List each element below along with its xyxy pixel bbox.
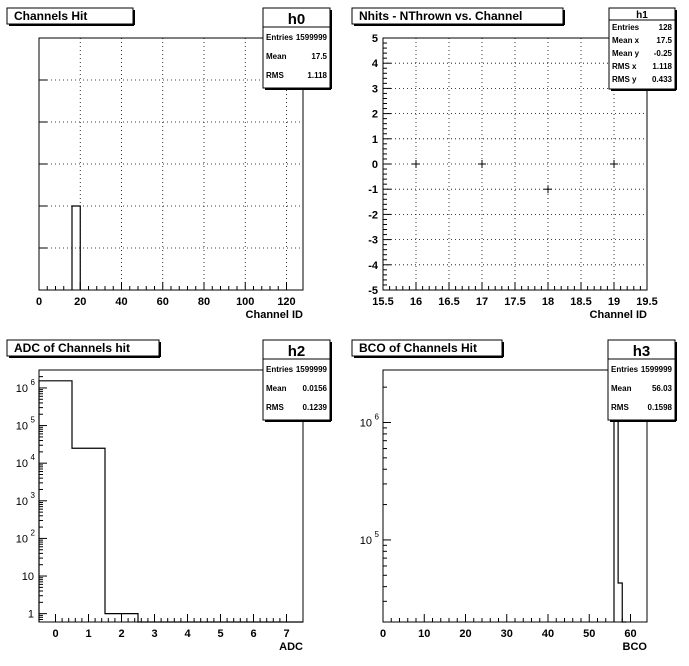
chart-title: BCO of Channels Hit (359, 341, 478, 355)
stats-label: RMS y (612, 75, 637, 84)
stats-value: 1.118 (307, 71, 327, 80)
stats-value: 17.5 (311, 52, 327, 61)
y-tick-label: 10 (15, 495, 28, 508)
stats-label: Entries (266, 33, 294, 42)
x-tick-label: 0 (379, 628, 387, 640)
stats-value: 17.5 (656, 36, 672, 45)
x-tick-label: 20 (459, 628, 472, 640)
y-tick-label: -5 (368, 285, 378, 297)
stats-value: 0.0156 (302, 384, 327, 393)
x-tick-label: 19.5 (636, 296, 658, 308)
x-tick-label: 4 (184, 628, 191, 640)
stats-label: RMS (266, 403, 284, 412)
stats-value: 128 (658, 23, 672, 32)
stats-box (609, 8, 676, 90)
x-tick-label: 50 (583, 628, 596, 640)
x-tick-label: 1 (85, 628, 92, 640)
y-tick-label: 1 (371, 133, 378, 146)
stats-label: Entries (266, 365, 294, 374)
y-tick-exponent: 5 (30, 415, 35, 425)
x-tick-label: 18.5 (570, 296, 592, 308)
y-tick-label: -2 (368, 209, 378, 222)
y-tick-label: 4 (371, 58, 378, 71)
y-tick-label: 0 (371, 159, 378, 171)
title-box (7, 340, 160, 357)
x-tick-label: 60 (624, 628, 637, 640)
y-tick-exponent: 6 (30, 377, 35, 387)
x-axis-title: ADC (279, 641, 303, 653)
x-tick-label: 17 (475, 296, 489, 308)
stats-label: Mean x (612, 36, 640, 45)
y-tick-label: 10 (15, 382, 28, 395)
y-tick-exponent: 2 (30, 528, 35, 538)
x-tick-label: 3 (151, 628, 158, 640)
x-tick-label: 0 (35, 296, 43, 308)
y-tick-exponent: 6 (374, 412, 379, 422)
x-axis-title: Channel ID (245, 309, 303, 321)
stats-label: Mean (611, 384, 632, 393)
x-tick-label: 20 (74, 296, 87, 308)
chart-title: Nhits - NThrown vs. Channel (359, 9, 523, 23)
title-box (352, 340, 503, 357)
y-tick-label: 10 (15, 533, 28, 546)
x-tick-label: 60 (156, 296, 169, 308)
stats-value: 1599999 (640, 365, 672, 374)
stats-value: 1599999 (295, 365, 327, 374)
y-tick-label: -1 (368, 184, 378, 197)
y-tick-label: 10 (15, 458, 28, 471)
x-tick-label: 40 (115, 296, 128, 308)
stats-label: RMS (266, 71, 284, 80)
stats-name: h3 (632, 343, 651, 360)
y-tick-exponent: 3 (30, 490, 35, 500)
x-tick-label: 100 (236, 296, 255, 308)
x-tick-label: 10 (418, 628, 431, 640)
x-tick-label: 19 (607, 296, 621, 308)
title-box (352, 8, 564, 25)
x-tick-label: 0 (52, 628, 59, 640)
y-tick-label: 5 (371, 33, 378, 45)
stats-name: h0 (287, 11, 306, 28)
y-tick-label: -4 (368, 259, 378, 272)
stats-label: Entries (611, 365, 639, 374)
panel-h2 (7, 340, 331, 653)
panel-h1 (352, 8, 676, 321)
chart-title: Channels Hit (14, 9, 88, 23)
y-tick-exponent: 4 (30, 453, 35, 463)
panel-h3 (352, 340, 676, 653)
stats-box (608, 340, 676, 421)
y-tick-exponent: 5 (374, 529, 379, 539)
y-tick-label: 10 (359, 534, 372, 547)
stats-label: RMS (611, 403, 629, 412)
y-tick-label: 10 (21, 571, 34, 584)
stats-value: 1599999 (295, 33, 327, 42)
stats-label: Mean (266, 384, 287, 393)
stats-name: h2 (287, 343, 306, 360)
x-tick-label: 80 (197, 296, 211, 308)
stats-value: -0.25 (653, 49, 672, 58)
x-tick-label: 15.5 (372, 296, 394, 308)
y-tick-label: 10 (15, 420, 28, 433)
x-tick-label: 40 (541, 628, 555, 640)
x-axis-title: BCO (622, 641, 647, 653)
stats-label: Mean y (612, 49, 640, 58)
y-tick-label: 3 (371, 83, 378, 96)
title-box (7, 8, 134, 25)
x-tick-label: 2 (118, 628, 125, 640)
x-tick-label: 5 (217, 628, 224, 640)
stats-value: 0.1598 (647, 403, 672, 412)
x-tick-label: 30 (500, 628, 513, 640)
stats-label: Mean (266, 52, 287, 61)
x-tick-label: 7 (283, 628, 290, 640)
stats-name: h1 (636, 10, 648, 21)
y-tick-label: -3 (368, 234, 378, 247)
plot-frame (383, 370, 647, 622)
x-tick-label: 16 (409, 296, 423, 308)
stats-value: 0.433 (651, 75, 672, 84)
stats-label: Entries (612, 23, 640, 32)
x-tick-label: 120 (277, 296, 296, 308)
stats-label: RMS x (612, 62, 637, 71)
y-tick-label: 1 (27, 608, 34, 621)
y-tick-label: 2 (371, 108, 378, 121)
x-tick-label: 16.5 (438, 296, 460, 308)
stats-box (263, 340, 331, 421)
y-tick-label: 10 (359, 417, 372, 430)
stats-box (263, 8, 331, 89)
stats-value: 0.1239 (302, 403, 327, 412)
x-tick-label: 17.5 (504, 296, 526, 308)
stats-value: 1.118 (652, 62, 672, 71)
x-axis-title: Channel ID (589, 309, 647, 321)
x-tick-label: 6 (250, 628, 257, 640)
x-tick-label: 18 (541, 296, 555, 308)
stats-value: 56.03 (651, 384, 672, 393)
chart-title: ADC of Channels hit (14, 341, 130, 355)
panel-h0 (7, 8, 331, 321)
